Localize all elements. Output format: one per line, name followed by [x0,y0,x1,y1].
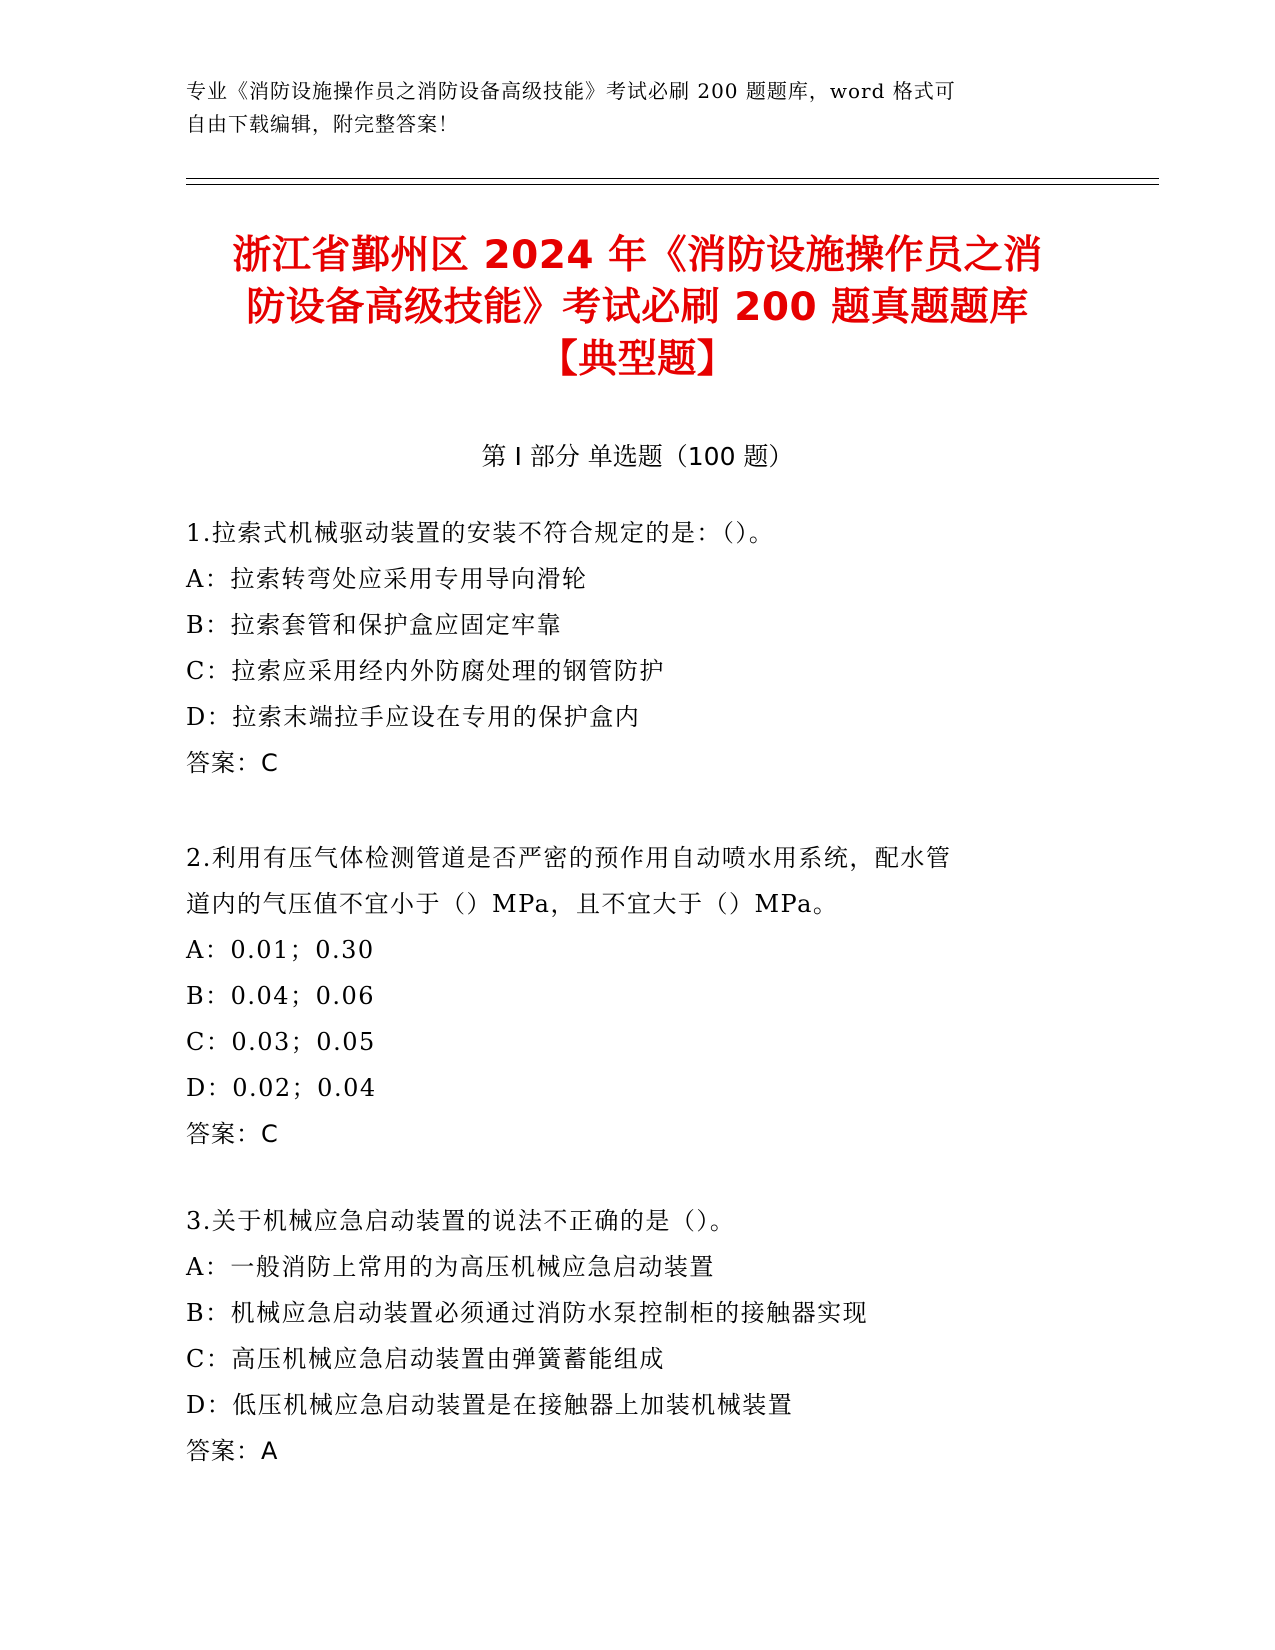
option-d: D：拉索末端拉手应设在专用的保护盒内 [186,703,641,731]
page-title-line-3: 【典型题】 [538,337,737,382]
question-stem-line-1: 2.利用有压气体检测管道是否严密的预作用自动喷水用系统，配水管 [186,844,952,872]
option-b: B：0.04；0.06 [186,982,376,1010]
option-c: C：高压机械应急启动装置由弹簧蓄能组成 [186,1345,665,1373]
option-d: D：低压机械应急启动装置是在接触器上加装机械装置 [186,1391,794,1419]
option-a: A：一般消防上常用的为高压机械应急启动装置 [186,1253,715,1281]
page-title-line-2: 防设备高级技能》考试必刷 200 题真题题库 [246,285,1029,330]
question-stem: 3.关于机械应急启动装置的说法不正确的是（）。 [186,1207,736,1235]
answer: 答案：C [186,1120,279,1148]
option-c: C：0.03；0.05 [186,1028,376,1056]
question-3 [186,1198,1086,1474]
question-2 [186,835,1086,1157]
option-c: C：拉索应采用经内外防腐处理的钢管防护 [186,657,665,685]
question-stem: 1.拉索式机械驱动装置的安装不符合规定的是：（）。 [186,519,775,547]
option-a: A：拉索转弯处应采用专用导向滑轮 [186,565,588,593]
section-heading: 第 I 部分 单选题（100 题） [481,442,794,471]
header-divider-bottom [186,184,1159,185]
answer: 答案：C [186,749,279,777]
question-1 [186,510,1086,786]
option-a: A：0.01；0.30 [186,936,375,964]
option-b: B：拉索套管和保护盒应固定牢靠 [186,611,563,639]
page-title-line-1: 浙江省鄞州区 2024 年《消防设施操作员之消 [232,233,1043,278]
header-divider-top [186,178,1159,179]
answer: 答案：A [186,1437,279,1465]
option-b: B：机械应急启动装置必须通过消防水泵控制柜的接触器实现 [186,1299,869,1327]
header-line-2: 自由下载编辑，附完整答案！ [186,112,459,136]
question-stem-line-2: 道内的气压值不宜小于（）MPa，且不宜大于（）MPa。 [186,890,839,918]
header-line-1: 专业《消防设施操作员之消防设备高级技能》考试必刷 200 题题库，word 格式可 [186,79,956,103]
option-d: D：0.02；0.04 [186,1074,377,1102]
